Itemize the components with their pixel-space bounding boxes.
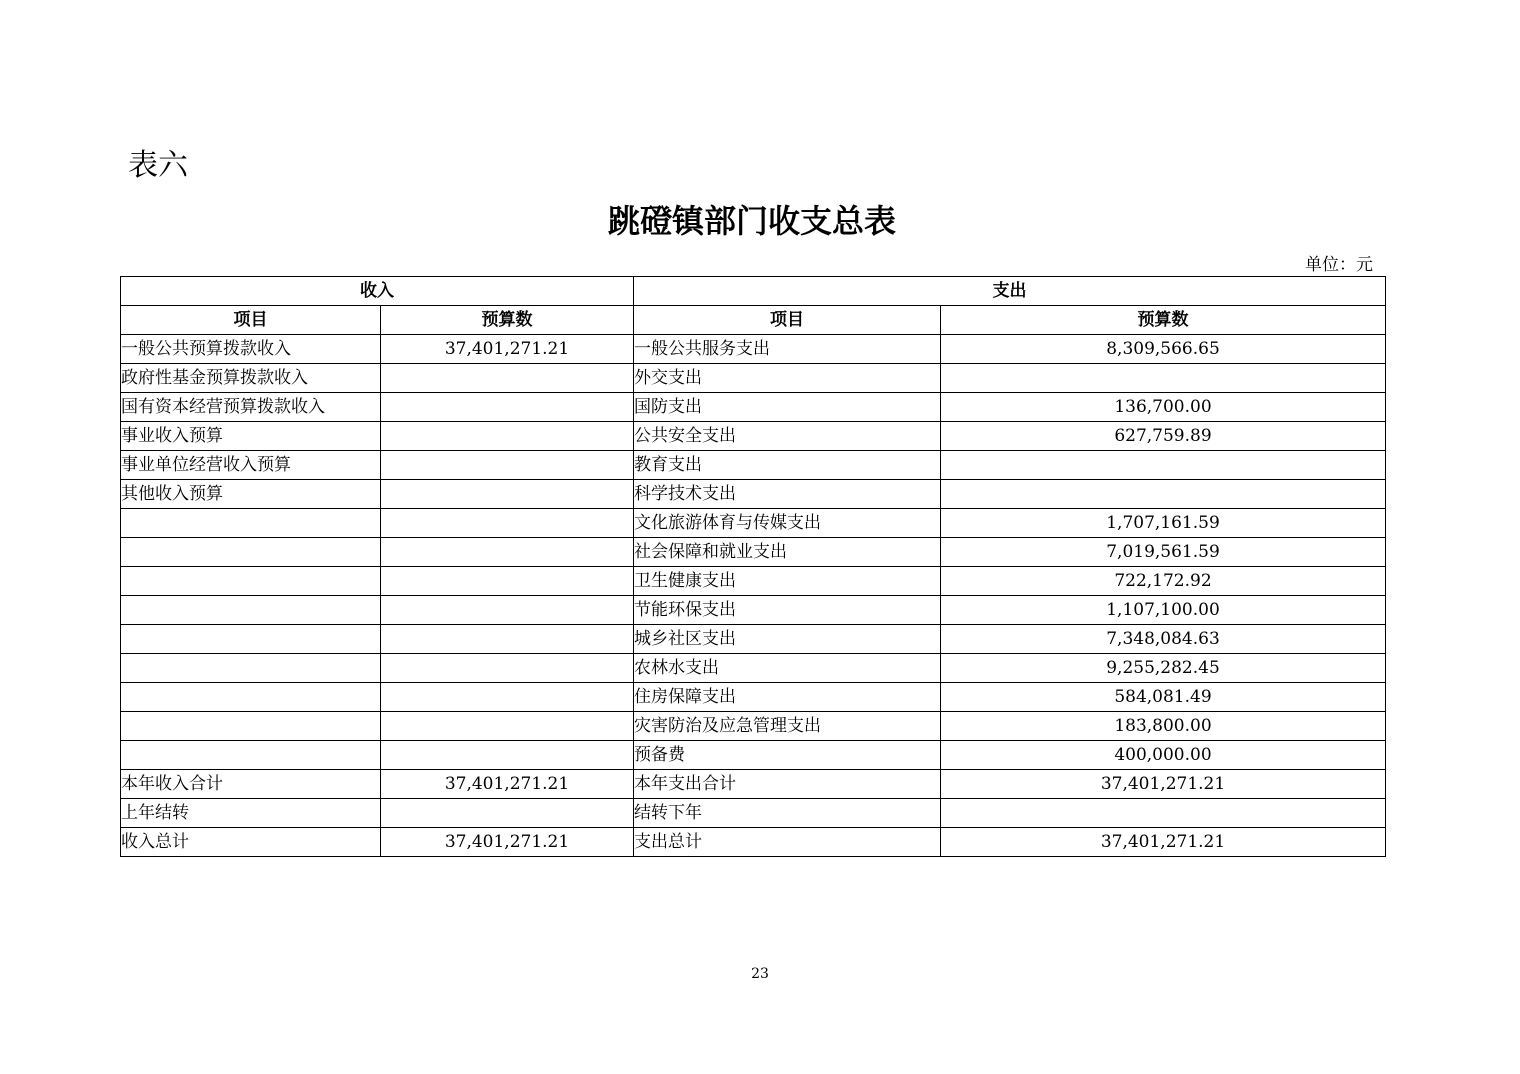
income-item-cell [121,509,381,538]
expense-amount-cell [941,451,1386,480]
income-amount-cell [381,799,634,828]
expense-item-cell: 节能环保支出 [634,596,941,625]
table-row [121,422,1386,451]
income-item-cell: 一般公共预算拨款收入 [121,335,381,364]
income-amount-cell [381,741,634,770]
group-header-row [121,277,1386,306]
income-amount-cell [381,509,634,538]
expense-item-cell: 国防支出 [634,393,941,422]
income-amount-cell: 37,401,271.21 [381,828,634,857]
expense-amount-cell: 722,172.92 [941,567,1386,596]
income-amount-cell: 37,401,271.21 [381,770,634,799]
table-row [121,712,1386,741]
expense-item-cell: 结转下年 [634,799,941,828]
income-item-cell: 上年结转 [121,799,381,828]
table-row [121,567,1386,596]
budget-table [120,276,1386,857]
table-row [121,799,1386,828]
income-item-cell: 本年收入合计 [121,770,381,799]
expense-amount-cell: 1,107,100.00 [941,596,1386,625]
table-row [121,480,1386,509]
income-amount-cell [381,596,634,625]
expense-item-cell: 一般公共服务支出 [634,335,941,364]
expense-item-header: 项目 [634,306,941,335]
income-group-header: 收入 [121,277,634,306]
expense-amount-cell [941,364,1386,393]
budget-table-body [121,335,1386,857]
table-row [121,596,1386,625]
table-label: 表六 [128,148,188,183]
expense-amount-cell [941,480,1386,509]
income-item-cell: 事业收入预算 [121,422,381,451]
expense-item-cell: 农林水支出 [634,654,941,683]
unit-label: 单位：元 [1305,255,1373,275]
expense-amount-cell: 37,401,271.21 [941,770,1386,799]
income-item-cell [121,712,381,741]
expense-item-cell: 社会保障和就业支出 [634,538,941,567]
income-item-cell: 收入总计 [121,828,381,857]
expense-item-cell: 外交支出 [634,364,941,393]
income-item-cell [121,741,381,770]
income-amount-cell [381,393,634,422]
expense-amount-cell: 400,000.00 [941,741,1386,770]
expense-amount-cell: 627,759.89 [941,422,1386,451]
table-row [121,335,1386,364]
income-amount-cell [381,538,634,567]
expense-item-cell: 支出总计 [634,828,941,857]
income-amount-cell [381,451,634,480]
expense-item-cell: 预备费 [634,741,941,770]
expense-item-cell: 灾害防治及应急管理支出 [634,712,941,741]
income-amount-cell [381,654,634,683]
income-item-header: 项目 [121,306,381,335]
expense-item-cell: 城乡社区支出 [634,625,941,654]
table-row [121,741,1386,770]
income-item-cell: 事业单位经营收入预算 [121,451,381,480]
income-item-cell [121,683,381,712]
income-amount-cell [381,625,634,654]
expense-item-cell: 住房保障支出 [634,683,941,712]
expense-item-cell: 教育支出 [634,451,941,480]
table-row [121,654,1386,683]
table-row [121,683,1386,712]
expense-amount-cell: 183,800.00 [941,712,1386,741]
expense-amount-cell [941,799,1386,828]
income-item-cell [121,654,381,683]
expense-amount-header: 预算数 [941,306,1386,335]
table-row [121,451,1386,480]
income-item-cell [121,596,381,625]
expense-amount-cell: 136,700.00 [941,393,1386,422]
table-row [121,770,1386,799]
income-item-cell [121,625,381,654]
column-header-row [121,306,1386,335]
expense-item-cell: 本年支出合计 [634,770,941,799]
table-row [121,364,1386,393]
expense-amount-cell: 8,309,566.65 [941,335,1386,364]
income-item-cell [121,538,381,567]
income-item-cell: 其他收入预算 [121,480,381,509]
table-row [121,509,1386,538]
table-row [121,828,1386,857]
expense-amount-cell: 584,081.49 [941,683,1386,712]
table-row [121,625,1386,654]
table-row [121,538,1386,567]
expense-amount-cell: 37,401,271.21 [941,828,1386,857]
expense-amount-cell: 7,348,084.63 [941,625,1386,654]
expense-amount-cell: 7,019,561.59 [941,538,1386,567]
income-amount-cell [381,567,634,596]
income-item-cell: 国有资本经营预算拨款收入 [121,393,381,422]
income-amount-cell [381,712,634,741]
table-row [121,393,1386,422]
expense-item-cell: 科学技术支出 [634,480,941,509]
income-amount-cell [381,480,634,509]
expense-amount-cell: 9,255,282.45 [941,654,1386,683]
income-amount-header: 预算数 [381,306,634,335]
income-item-cell: 政府性基金预算拨款收入 [121,364,381,393]
expense-group-header: 支出 [634,277,1386,306]
income-item-cell [121,567,381,596]
income-amount-cell [381,422,634,451]
income-amount-cell [381,683,634,712]
expense-item-cell: 公共安全支出 [634,422,941,451]
expense-item-cell: 卫生健康支出 [634,567,941,596]
income-amount-cell: 37,401,271.21 [381,335,634,364]
income-amount-cell [381,364,634,393]
page-number: 23 [751,966,769,982]
expense-item-cell: 文化旅游体育与传媒支出 [634,509,941,538]
expense-amount-cell: 1,707,161.59 [941,509,1386,538]
page-title: 跳磴镇部门收支总表 [607,202,896,240]
